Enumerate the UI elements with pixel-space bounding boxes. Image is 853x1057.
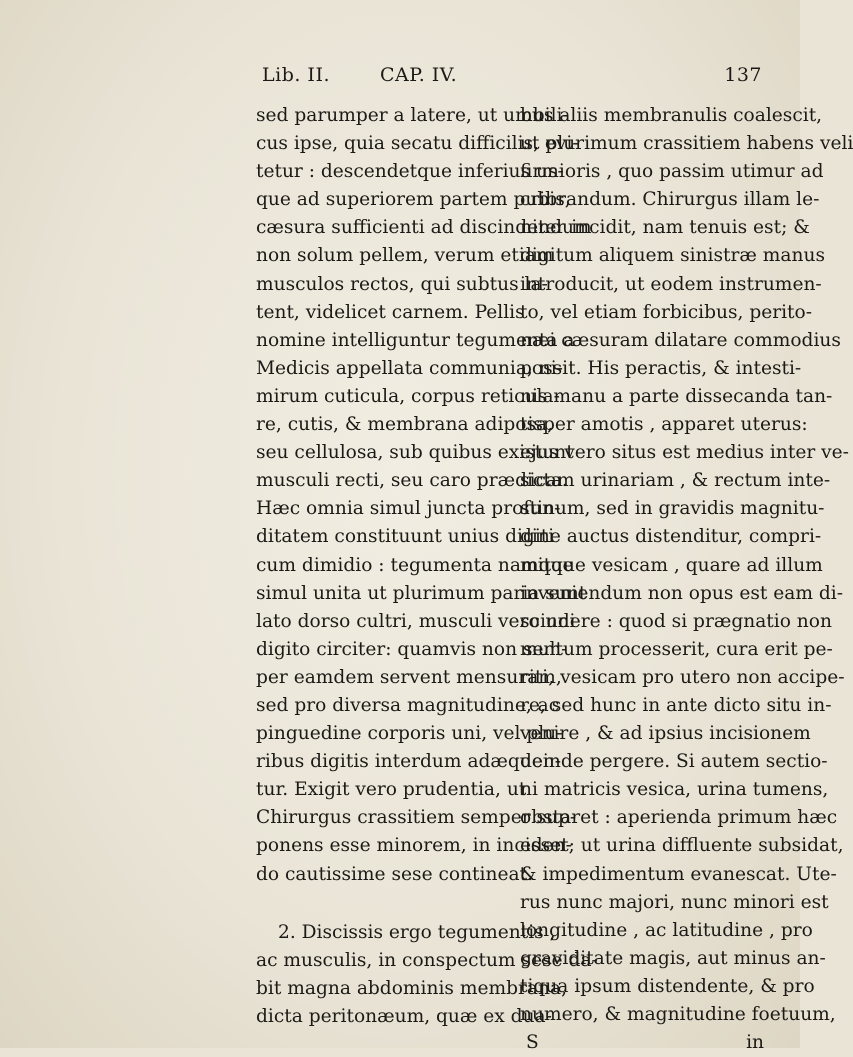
- text-line: to, vel etiam forbicibus, perito-: [520, 301, 813, 323]
- text-line: non solum pellem, verum etiam: [256, 245, 554, 267]
- text-line: nis manu a parte dissecanda tan-: [520, 385, 833, 407]
- text-line: ponens esse minorem, in inciden-: [256, 835, 572, 857]
- text-line: firmioris , quo passim utimur ad: [520, 161, 824, 183]
- text-line: digito circiter: quamvis non sem-: [256, 638, 568, 660]
- text-line: Medicis appellata communia, ni-: [256, 357, 563, 379]
- text-line: cribrandum. Chirurgus illam le-: [520, 189, 820, 211]
- text-line: esset; ut urina diffluente subsidat,: [520, 835, 844, 857]
- signature-line: [520, 1029, 770, 1057]
- signature-mark: S: [526, 1032, 539, 1054]
- text-line: re, sed hunc in ante dicto situ in-: [520, 694, 832, 716]
- text-line: sed pro diversa magnitudine, ac: [256, 694, 560, 716]
- text-line: ac musculis, in conspectum sese da-: [256, 949, 598, 971]
- text-line: numero, & magnitudine foetuum,: [520, 1004, 836, 1025]
- text-line: Hæc omnia simul juncta profun-: [256, 498, 561, 520]
- paragraph-gap: [256, 889, 508, 919]
- chapter-number: CAP. IV.: [380, 64, 458, 86]
- text-line: ni matricis vesica, urina tumens,: [520, 779, 829, 801]
- text-line: que ad superiorem partem pubis,: [256, 189, 571, 211]
- text-line: pinguedine corporis uni, vel plu-: [256, 723, 563, 745]
- text-line: sed parumper a latere, ut umbili-: [256, 105, 569, 126]
- text-line: cus ipse, quia secatu difficilis, evi-: [256, 133, 579, 155]
- text-line: per eamdem servent mensuram,: [256, 666, 562, 688]
- text-line: tisper amotis , apparet uterus:: [520, 414, 808, 436]
- left-text-column: [256, 102, 598, 1031]
- text-line: ut plurimum crassitiem habens veli: [520, 133, 853, 155]
- right-text-column: [520, 102, 853, 1057]
- text-line: tiqua ipsum distendente, & pro: [520, 975, 815, 997]
- text-line: & impedimentum evanescat. Ute-: [520, 863, 837, 885]
- text-line: musculi recti, seu caro prædicta.: [256, 470, 568, 492]
- text-line: cum dimidio : tegumenta namque: [256, 554, 574, 576]
- text-line: mirum cuticula, corpus reticula-: [256, 385, 560, 407]
- text-line: re, cutis, & membrana adiposa,: [256, 414, 554, 436]
- text-line: sicam urinariam , & rectum inte-: [520, 470, 831, 492]
- text-line: musculos rectos, qui subtus la-: [256, 273, 548, 295]
- text-line: Chirurgus crassitiem semper sup-: [256, 807, 577, 829]
- text-line: nomine intelliguntur tegumenta a: [256, 329, 575, 351]
- text-line: dicta peritonæum, quæ ex dua-: [256, 1005, 552, 1027]
- text-line: rus nunc majori, nunc minori est: [520, 891, 829, 913]
- text-line: tent, videlicet carnem. Pellis: [256, 301, 525, 323]
- text-line: stinum, sed in gravidis magnitu-: [520, 498, 825, 520]
- text-line: ditatem constituunt unius digiti: [256, 526, 555, 548]
- text-line: tur. Exigit vero prudentia, ut: [256, 779, 527, 801]
- text-line: deinde pergere. Si autem sectio-: [520, 751, 828, 773]
- text-line: riti, vesicam pro utero non accipe-: [520, 666, 845, 688]
- book-number: Lib. II.: [262, 64, 330, 86]
- text-line: multum processerit, cura erit pe-: [520, 638, 833, 660]
- text-line: lato dorso cultri, musculi vero uni: [256, 610, 576, 632]
- catchword: in: [746, 1032, 764, 1054]
- text-line: bus aliis membranulis coalescit,: [520, 105, 823, 126]
- running-head: [262, 64, 762, 94]
- text-line: obstaret : aperienda primum hæc: [520, 807, 838, 829]
- text-line: dine auctus distenditur, compri-: [520, 526, 822, 548]
- text-line: ejus vero situs est medius inter ve-: [520, 442, 849, 464]
- text-line: introducit, ut eodem instrumen-: [520, 273, 822, 295]
- text-line: digitum aliquem sinistræ manus: [520, 245, 825, 267]
- text-line: seu cellulosa, sub quibus existunt: [256, 442, 574, 464]
- text-line: venire , & ad ipsius incisionem: [520, 723, 811, 745]
- text-line: scindere : quod si prægnatio non: [520, 610, 832, 632]
- page-number: 137: [724, 64, 762, 86]
- text-line: 2. Discissis ergo tegumentis ,: [278, 921, 556, 943]
- text-line: næi cæsuram dilatare commodius: [520, 329, 841, 351]
- text-line: inveniendum non opus est eam di-: [520, 582, 844, 604]
- text-line: graviditate magis, aut minus an-: [520, 947, 826, 969]
- text-line: ribus digitis interdum adæquen-: [256, 751, 562, 773]
- text-line: bit magna abdominis membrana,: [256, 977, 567, 999]
- text-line: longitudine , ac latitudine , pro: [520, 919, 813, 941]
- text-line: cæsura sufficienti ad discindendum: [256, 217, 592, 239]
- text-line: simul unita ut plurimum paria sunt: [256, 582, 587, 604]
- text-line: tetur : descendetque inferius us-: [256, 161, 564, 183]
- text-line: do cautissime sese contineat.: [256, 863, 533, 885]
- text-line: niter incidit, nam tenuis est; &: [520, 217, 810, 239]
- text-line: possit. His peractis, & intesti-: [520, 357, 802, 379]
- text-line: mitque vesicam , quare ad illum: [520, 554, 823, 576]
